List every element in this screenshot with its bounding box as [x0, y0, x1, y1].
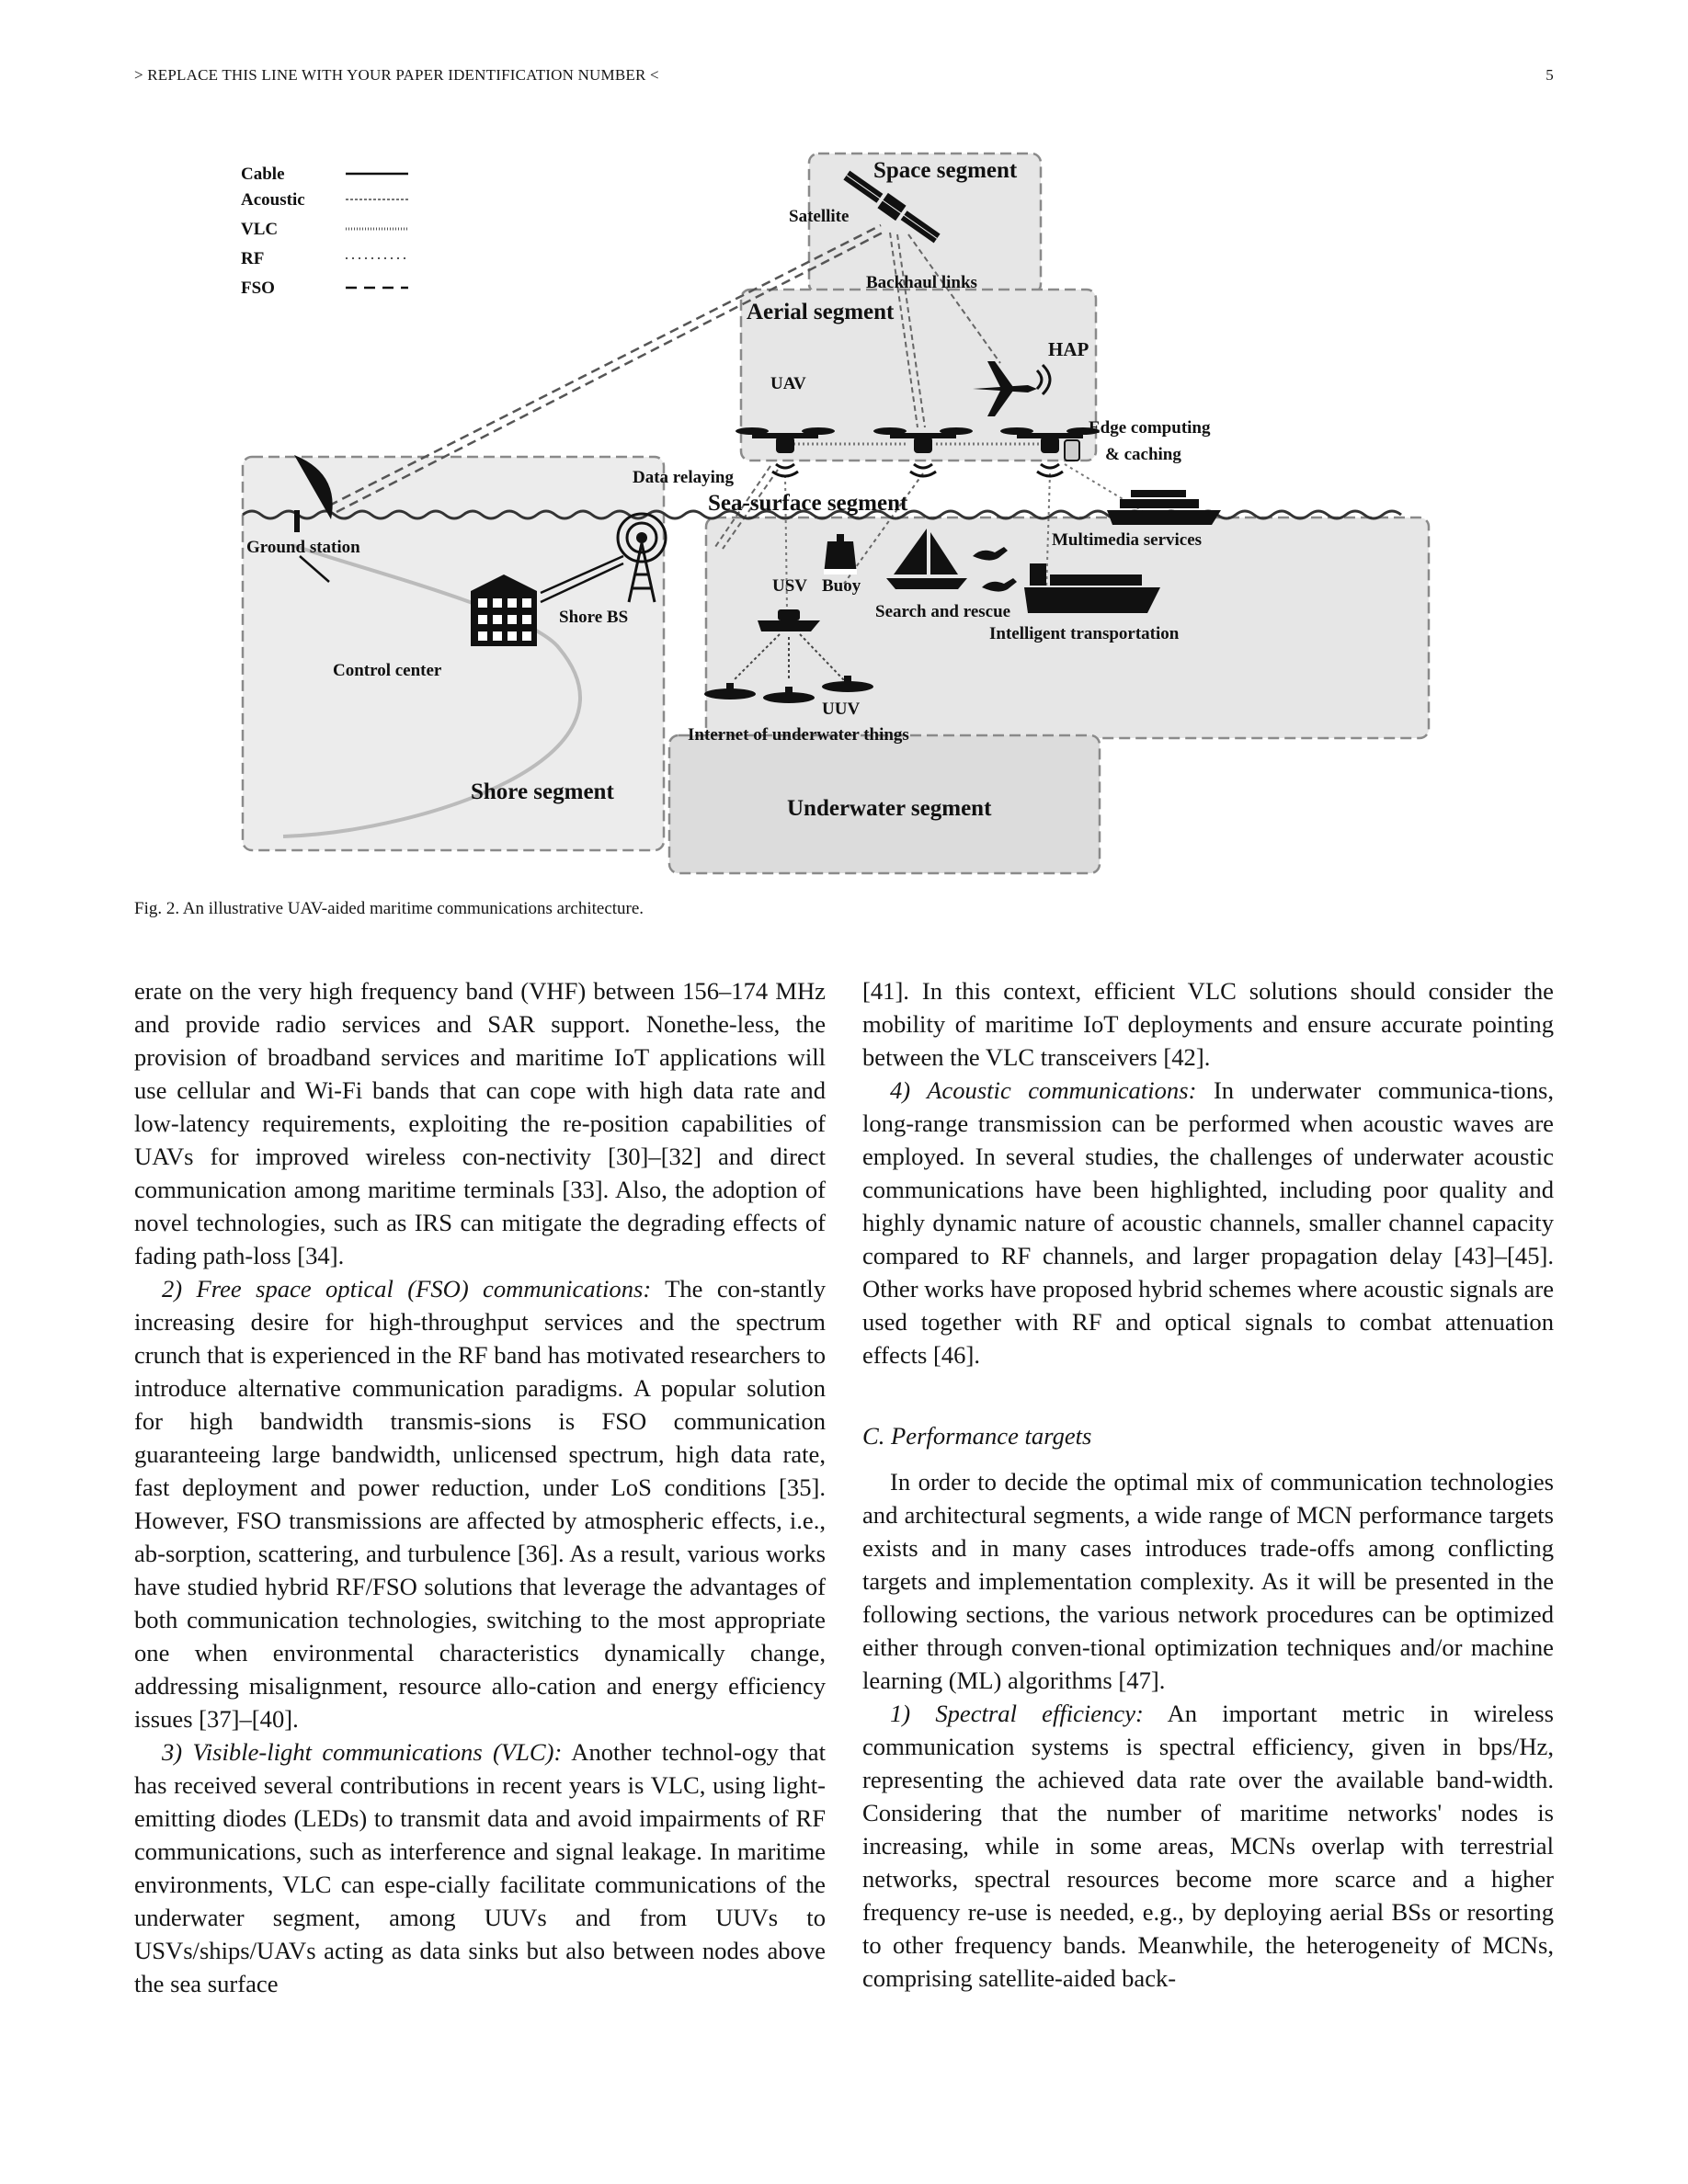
section-heading: C. Performance targets	[862, 1422, 1092, 1450]
paragraph	[862, 1074, 1554, 1371]
paragraph-text: In underwater communica-tions, long-range transmission can be performed when acoustic waves are employed. In several studies, the challenges of underwater acoustic communications have been highlighted, including poor quality and highly dynamic nature of acoustic channels, smaller channel capacity compared to RF channels, and larger propagation delay [43]–[45]. Other works have proposed hybrid schemes where acoustic signals are used together with RF and optical signals to combat attenuation effects [46].	[862, 1076, 1554, 1369]
space-segment-label: Space segment	[873, 158, 1018, 183]
shore-segment-label: Shore segment	[471, 779, 614, 804]
subsection-heading: 4) Acoustic communications:	[890, 1076, 1197, 1104]
edge-computing-label: Edge computing	[1089, 418, 1211, 438]
subsection-heading: 3) Visible-light communications (VLC):	[162, 1738, 563, 1766]
transport-label: Intelligent transportation	[989, 624, 1180, 643]
aerial-segment-label: Aerial segment	[747, 300, 895, 324]
subsection-heading: 2) Free space optical (FSO) communications:	[162, 1275, 652, 1302]
paragraph-text: Another technol-ogy that has received several contributions in recent years is VLC, using light-emitting diodes (LEDs) to transmit data and avoid impairments of RF communications, such as interference and signal leakage. In maritime environments, VLC can espe-cially facilitate communications of the underwater segment, among UUVs and from UUVs to USVs/ships/UAVs acting as data sinks but also between nodes above the sea surface	[134, 1738, 826, 1997]
cruise-ship-icon	[1107, 490, 1221, 525]
control-center-label: Control center	[333, 661, 442, 680]
header-title: > REPLACE THIS LINE WITH YOUR PAPER IDENTIFICATION NUMBER <	[134, 66, 659, 84]
shore-bs-label: Shore BS	[559, 608, 629, 627]
paragraph-text: An important metric in wireless communication systems is spectral efficiency, given in bps/Hz, representing the achieved data rate over the available band-width. Considering that the number of maritime networks' nodes is increasing, while in some areas, MCNs overlap with terrestrial networks, spectral resources become more scarce and a higher frequency re-use is needed, e.g., by deploying aerial BSs or resorting to other frequency bands. Meanwhile, the heterogeneity of MCNs, comprising satellite-aided back-	[862, 1700, 1554, 1992]
paragraph: In order to decide the optimal mix of communication technologies and architectural segments, a wide range of MCN performance targets exists and in many cases introduces trade-offs among conflicting targets and implementation complexity. As it will be presented in the following sections, the various network procedures can be optimized either through conven-tional optimization techniques and/or machine learning (ML) algorithms [47].	[862, 1468, 1554, 1694]
legend-rf: RF	[241, 249, 265, 268]
legend	[241, 165, 408, 298]
legend-fso: FSO	[241, 279, 275, 298]
paragraph	[862, 1697, 1554, 1995]
paragraph	[134, 1272, 826, 1735]
underwater-segment-label: Underwater segment	[787, 796, 992, 821]
edge-caching-label: & caching	[1105, 445, 1181, 464]
satellite-label: Satellite	[789, 207, 850, 226]
uav-label: UAV	[770, 374, 806, 393]
uuv-label: UUV	[822, 700, 861, 719]
right-column	[862, 974, 1554, 1995]
paragraph: erate on the very high frequency band (VHF) between 156–174 MHz and provide radio services and SAR support. Nonethe-less, the provision of broadband services and maritime IoT applications will use cellular and Wi-Fi bands that can cope with high data rate and low-latency requirements, exploiting the re-position capabilities of UAVs for improved wireless con-nectivity [30]–[32] and direct communication among maritime terminals [33]. Also, the adoption of novel technologies, such as IRS can mitigate the degrading effects of fading path-loss [34].	[134, 977, 826, 1269]
iout-label: Internet of underwater things	[688, 725, 909, 745]
left-column	[134, 974, 826, 2000]
data-relaying-label: Data relaying	[633, 468, 734, 487]
buoy-label: Buoy	[822, 576, 861, 596]
legend-cable: Cable	[241, 165, 285, 184]
architecture-figure	[237, 152, 1442, 878]
multimedia-label: Multimedia services	[1052, 530, 1203, 550]
paragraph: [41]. In this context, efficient VLC solutions should consider the mobility of maritime IoT deployments and ensure accurate pointing between the VLC transceivers [42].	[862, 977, 1554, 1071]
figure-caption: Fig. 2. An illustrative UAV-aided maritime communications architecture.	[134, 899, 644, 918]
legend-vlc: VLC	[241, 220, 279, 239]
legend-acoustic: Acoustic	[241, 190, 305, 210]
ground-station-label: Ground station	[246, 538, 360, 557]
page-header	[134, 66, 1554, 85]
page-number: 5	[1545, 66, 1554, 84]
search-rescue-label: Search and rescue	[875, 602, 1011, 621]
backhaul-label: Backhaul links	[866, 273, 977, 292]
subsection-heading: 1) Spectral efficiency:	[890, 1700, 1144, 1727]
sea-surface-segment-label: Sea-surface segment	[708, 491, 908, 516]
paragraph-text: The con-stantly increasing desire for high-throughput services and the spectrum crunch that is experienced in the RF band has motivated researchers to introduce alternative communication paradigms. A popular solution for high bandwidth transmis-sions is FSO communication guaranteeing large bandwidth, unlicensed spectrum, high data rate, fast deployment and power reduction, under LoS conditions [35]. However, FSO transmissions are affected by atmospheric effects, i.e., ab-sorption, scattering, and turbulence [36]. As a result, various works have studied hybrid RF/FSO solutions that leverage the advantages of both communication technologies, switching to the most appropriate one when environmental characteristics dynamically change, addressing misalignment, resource allo-cation and energy efficiency issues [37]–[40].	[134, 1275, 826, 1733]
paragraph	[134, 1735, 826, 2000]
usv-label: USV	[772, 576, 808, 596]
architecture-diagram	[237, 152, 1442, 878]
hap-label: HAP	[1048, 338, 1089, 360]
